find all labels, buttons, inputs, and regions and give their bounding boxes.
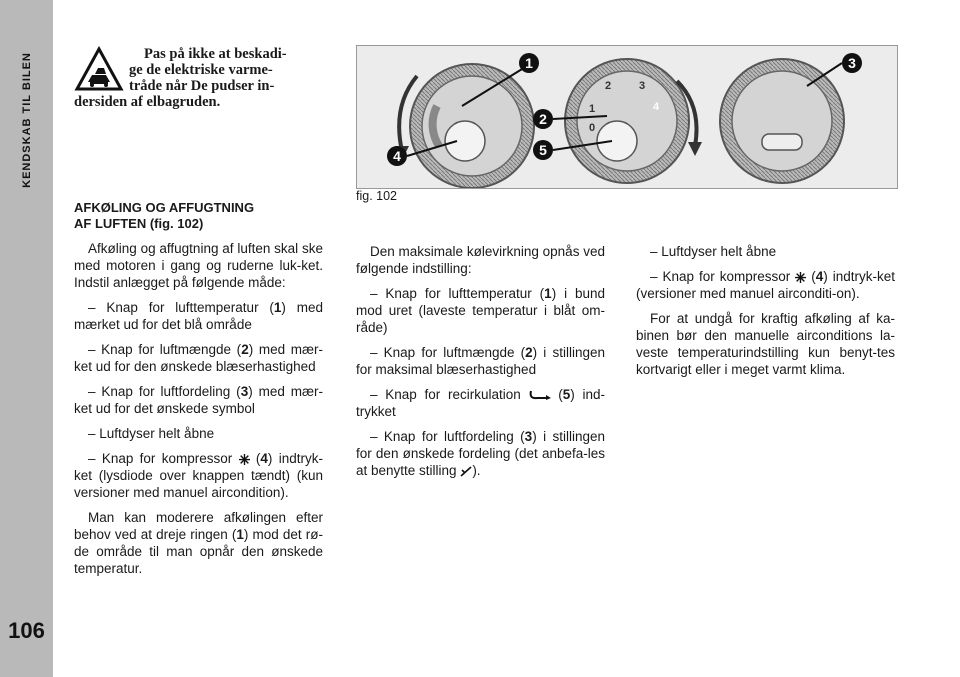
figure-climate-controls	[356, 45, 898, 189]
text-column-1	[74, 200, 323, 585]
paragraph: – Luftdyser helt åbne	[88, 426, 215, 441]
paragraph: – Knap for luftmængde (2) i stillingen for maksimal blæserhastighed	[356, 345, 605, 377]
svg-text:5: 5	[539, 142, 547, 158]
svg-text:1: 1	[525, 55, 533, 71]
dial-scale-label: 0	[589, 122, 596, 134]
warning-triangle-icon	[74, 46, 124, 92]
paragraph: Man kan moderere afkølingen efter behov ved at dreje ringen (1) mod det rø-de område til man opnår den ønskede temperatur.	[74, 510, 323, 576]
paragraph: – Knap for lufttemperatur (1) med mærket ud for det blå område	[74, 300, 323, 332]
dial-scale-label: 3	[639, 80, 646, 92]
compressor-snowflake-icon	[795, 272, 806, 283]
dial-scale-label: 2	[605, 80, 612, 92]
warning-line: dersiden af elbagruden.	[74, 94, 221, 110]
paragraph: – Knap for kompressor (4) indtryk-ket (lysdiode over knappen tændt) (kun versioner med manuel aircondition).	[74, 451, 323, 500]
fan-speed-dial	[565, 59, 689, 183]
text-column-2	[356, 243, 605, 487]
heading-line: AF LUFTEN (fig. 102)	[74, 216, 204, 231]
warning-line: ge de elektriske varme-	[129, 62, 273, 78]
section-heading	[74, 200, 323, 232]
paragraph: Afkøling og affugtning af luften skal ske med motoren i gang og ruderne luk-ket. Indstil anlægget på følgende måde:	[74, 241, 323, 290]
paragraph: – Knap for lufttemperatur (1) i bund mod uret (laveste temperatur i blåt om-råde)	[356, 286, 606, 335]
text-column-3	[636, 243, 895, 386]
sidebar	[0, 0, 53, 677]
air-distribution-symbol-icon	[460, 466, 472, 477]
paragraph: For at undgå for kraftig afkøling af ka-binen bør den manuelle airconditions la-veste temperaturindstilling kun benyt-tes kortvarigt eller i meget varmt klima.	[636, 311, 895, 377]
warning-line: tråde når De pudser in-	[129, 78, 275, 94]
section-title: KENDSKAB TIL BILEN	[21, 52, 33, 188]
air-distribution-dial	[720, 59, 844, 183]
paragraph: – Knap for luftmængde (2) med mær-ket ud for den ønskede blæserhastighed	[74, 342, 323, 374]
paragraph: – Knap for recirkulation (5) ind-trykket	[356, 387, 606, 419]
paragraph: – Knap for luftfordeling (3) med mær-ket ud for det ønskede symbol	[74, 384, 323, 416]
warning-note	[74, 46, 334, 110]
climate-control-illustration	[357, 46, 897, 188]
paragraph: – Knap for kompressor (4) indtryk-ket (versioner med manuel airconditi-on).	[636, 269, 895, 301]
recirculation-icon	[529, 390, 551, 400]
paragraph: – Knap for luftfordeling (3) i stillingen for den ønskede fordeling (det anbefa-les at benytte stilling ).	[356, 429, 606, 478]
figure-caption: fig. 102	[356, 189, 398, 203]
heading-line: AFKØLING OG AFFUGTNING	[74, 200, 255, 215]
dial-scale-label: 1	[589, 103, 596, 115]
svg-text:4: 4	[393, 148, 401, 164]
page-number: 106	[8, 618, 45, 643]
warning-line: Pas på ikke at beskadi-	[144, 46, 287, 62]
svg-text:2: 2	[539, 111, 547, 127]
temperature-dial	[410, 64, 534, 188]
compressor-snowflake-icon	[239, 454, 250, 465]
svg-text:3: 3	[848, 55, 856, 71]
paragraph: Den maksimale kølevirkning opnås ved følgende indstilling:	[356, 244, 605, 276]
dial-scale-label: 4	[653, 101, 660, 113]
paragraph: – Luftdyser helt åbne	[650, 244, 777, 259]
